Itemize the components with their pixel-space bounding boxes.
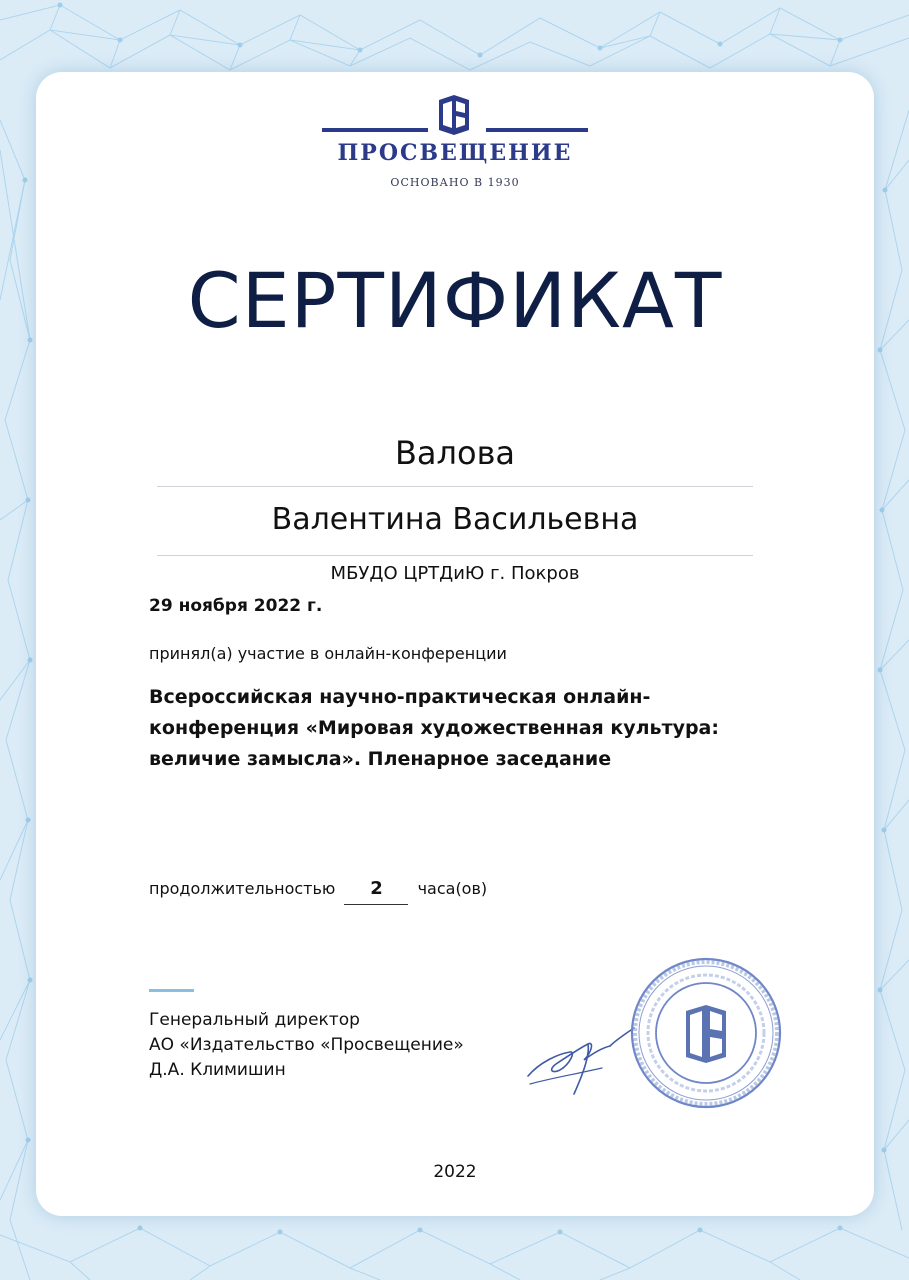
given-names-rule (157, 555, 753, 556)
recipient-surname: Валова (394, 434, 516, 472)
logo-wordmark: ПРОСВЕЩЕНИЕ (337, 140, 573, 166)
duration-label: продолжительностью (149, 879, 336, 898)
company-seal-icon (626, 953, 786, 1113)
signer-block (149, 1008, 464, 1083)
logo-right-rule (486, 128, 588, 132)
signer-company: АО «Издательство «Просвещение» (149, 1035, 464, 1055)
recipient-organization: МБУДО ЦРТДиЮ г. Покров (330, 563, 580, 584)
event-title: Всероссийская научно-практическая онлайн-конференция «Мировая художественная культура: величие замысла». Пленарное заседание (149, 686, 719, 770)
ip-logo-icon (438, 94, 470, 136)
signer-name: Д.А. Климишин (149, 1060, 286, 1080)
participation-text: принял(а) участие в онлайн-конференции (149, 644, 507, 663)
accent-bar (149, 989, 194, 992)
duration-value: 2 (344, 878, 408, 905)
duration-unit: часа(ов) (417, 879, 488, 898)
footer-year: 2022 (433, 1162, 477, 1182)
publisher-logo (322, 94, 588, 194)
signature-icon (522, 1018, 642, 1108)
recipient-given-names: Валентина Васильевна (271, 502, 639, 537)
duration-line (149, 878, 487, 908)
logo-left-rule (322, 128, 428, 132)
signer-position: Генеральный директор (149, 1010, 360, 1030)
logo-founded: ОСНОВАНО В 1930 (390, 176, 520, 189)
event-date: 29 ноября 2022 г. (149, 596, 323, 616)
certificate-title: СЕРТИФИКАТ (187, 256, 723, 345)
surname-rule (157, 486, 753, 487)
